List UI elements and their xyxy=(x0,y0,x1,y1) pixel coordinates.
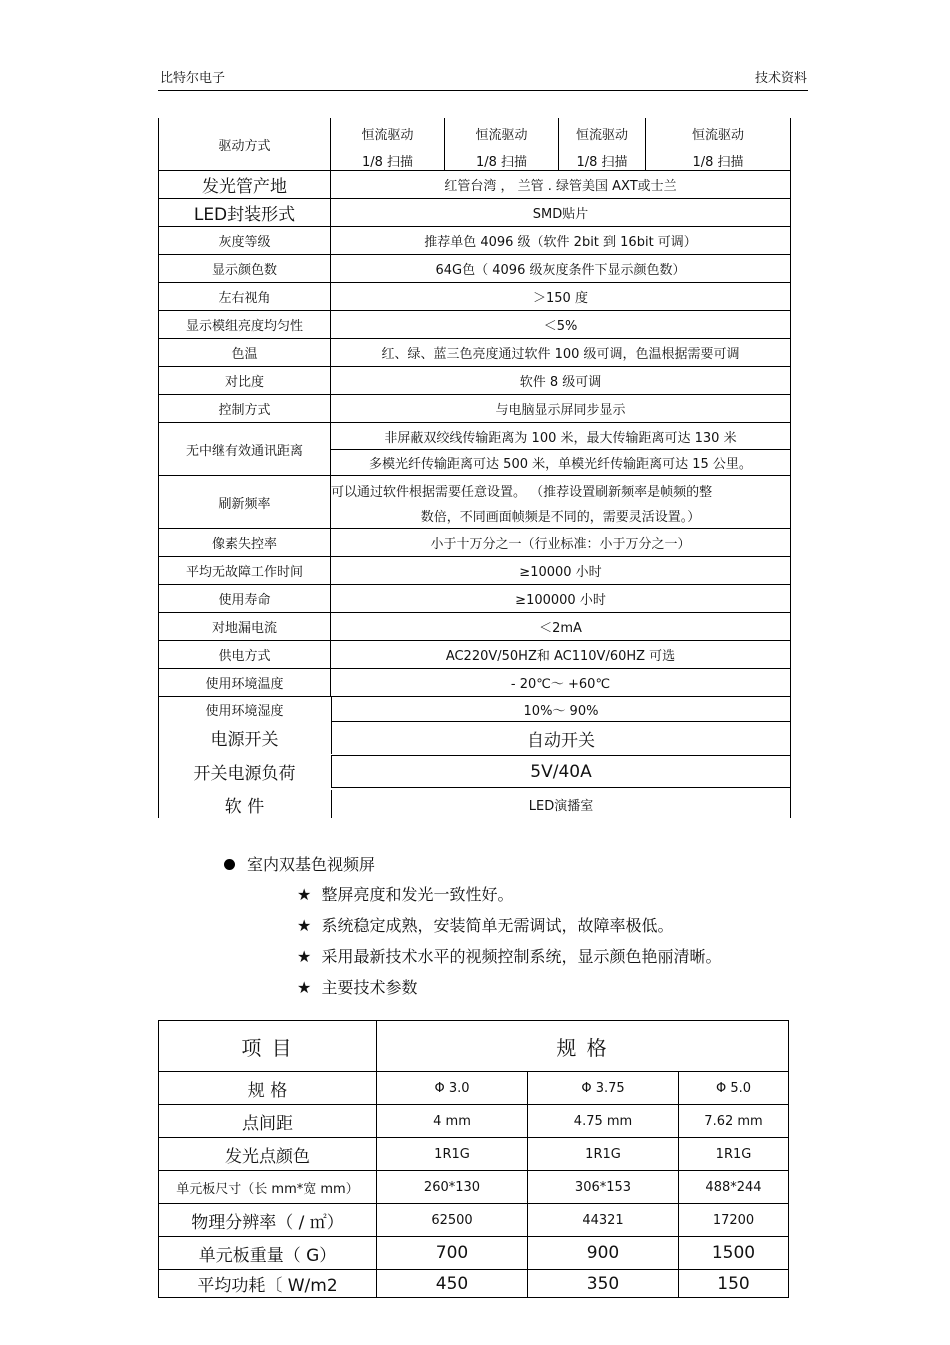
cell: 1R1G xyxy=(528,1138,679,1170)
cell: 260*130 xyxy=(377,1171,528,1203)
row-label: 显示模组亮度均匀性 xyxy=(159,311,331,338)
row-value: 自动开关 xyxy=(331,721,790,754)
table-row xyxy=(159,721,790,754)
drive-text: 恒流驱动 xyxy=(361,128,414,143)
list-item-text: 主要技术参数 xyxy=(321,978,418,997)
comm-line: 多模光纤传输距离可达 500 米，单模光纤传输距离可达 15 公里。 xyxy=(369,457,752,472)
row-label: 对比度 xyxy=(159,367,331,394)
row-value: ≥10000 小时 xyxy=(519,565,602,580)
refresh-line: 可以通过软件根据需要任意设置。 （推荐设置刷新频率是帧频的整 xyxy=(331,484,713,500)
cell: Φ 5.0 xyxy=(715,1080,752,1096)
table-row xyxy=(159,641,790,669)
list-item-text: 系统稳定成熟，安装简单无需调试，故障率极低。 xyxy=(321,916,674,935)
table-row xyxy=(159,395,790,423)
table-row xyxy=(159,1171,788,1204)
header-rule xyxy=(158,90,808,91)
row-value: 10%～ 90% xyxy=(331,697,790,721)
table-row xyxy=(159,697,790,721)
cell: 1R1G xyxy=(715,1146,752,1162)
row-label: 驱动方式 xyxy=(159,118,331,170)
table-row xyxy=(159,1105,788,1138)
cell: 4 mm xyxy=(377,1105,528,1137)
star-icon: ★ xyxy=(297,885,312,904)
row-label: 开关电源负荷 xyxy=(193,764,296,784)
cell: 488*244 xyxy=(705,1179,762,1195)
list-item-text: 采用最新技术水平的视频控制系统，显示颜色艳丽清晰。 xyxy=(321,947,722,966)
row-label: 发光点颜色 xyxy=(159,1138,377,1170)
cell: 700 xyxy=(377,1237,528,1269)
cell: Φ 3.75 xyxy=(528,1072,679,1104)
row-value: ＜2mA xyxy=(539,621,582,636)
drive-cell xyxy=(559,118,646,170)
row-value xyxy=(331,476,790,528)
cell: 4.75 mm xyxy=(528,1105,679,1137)
row-label: 点间距 xyxy=(159,1105,377,1137)
row-label: 单元板尺寸（长 mm*宽 mm） xyxy=(159,1171,377,1203)
row-label: 使用环境温度 xyxy=(159,669,331,696)
row-label: 对地漏电流 xyxy=(159,613,331,640)
row-label: LED封装形式 xyxy=(159,199,331,226)
section-title xyxy=(224,852,375,875)
table-row xyxy=(159,529,790,557)
cell: 350 xyxy=(528,1270,679,1297)
row-value: 推荐单色 4096 级（软件 2bit 到 16bit 可调） xyxy=(424,235,697,250)
star-icon: ★ xyxy=(297,978,312,997)
cell: Φ 3.0 xyxy=(377,1072,528,1104)
table-row xyxy=(159,255,790,283)
row-label: 刷新频率 xyxy=(159,476,331,528)
row-label: 规 格 xyxy=(159,1072,377,1104)
list-item-text: 整屏亮度和发光一致性好。 xyxy=(321,885,514,904)
spec-table-dual-color xyxy=(158,1020,789,1298)
row-label: 色温 xyxy=(159,339,331,366)
section-title-text: 室内双基色视频屏 xyxy=(247,855,376,874)
header-company: 比特尔电子 xyxy=(160,71,226,86)
header-doc-type: 技术资料 xyxy=(754,71,807,86)
row-label: 使用环境湿度 xyxy=(205,703,284,719)
row-label: 物理分辨率（ / ㎡） xyxy=(159,1204,377,1236)
cell: 900 xyxy=(528,1237,679,1269)
header-item: 项 目 xyxy=(159,1021,377,1071)
drive-text: 恒流驱动 xyxy=(475,128,528,143)
table-row xyxy=(159,790,790,818)
table-row xyxy=(159,367,790,395)
row-value: 64G色（ 4096 级灰度条件下显示颜色数） xyxy=(435,263,686,278)
cell: 450 xyxy=(377,1270,528,1297)
bullet-dot-icon xyxy=(224,859,235,870)
row-value: - 20℃～ +60℃ xyxy=(510,677,611,692)
table-row xyxy=(159,1270,788,1297)
cell: 17200 xyxy=(712,1212,755,1228)
row-label: 灰度等级 xyxy=(159,227,331,254)
table-row xyxy=(159,283,790,311)
row-value: ≥100000 小时 xyxy=(515,593,606,608)
table-row xyxy=(159,1138,788,1171)
list-item xyxy=(297,882,514,905)
row-label: 显示颜色数 xyxy=(159,255,331,282)
table-row xyxy=(159,1204,788,1237)
row-label: 软 件 xyxy=(224,796,265,817)
table-row xyxy=(159,1237,788,1270)
row-label: 控制方式 xyxy=(159,395,331,422)
drive-text: 恒流驱动 xyxy=(575,128,628,143)
drive-text: 恒流驱动 xyxy=(691,128,744,143)
table-row xyxy=(159,227,790,255)
cell: 306*153 xyxy=(528,1171,679,1203)
row-label: 无中继有效通讯距离 xyxy=(159,423,331,475)
drive-cell xyxy=(331,118,445,170)
spec-table-single-color xyxy=(158,118,791,818)
cell: 1R1G xyxy=(377,1138,528,1170)
list-item xyxy=(297,913,674,936)
cell: 62500 xyxy=(377,1204,528,1236)
table-row-drive xyxy=(159,118,790,171)
cell: 7.62 mm xyxy=(704,1113,763,1129)
row-label: 左右视角 xyxy=(159,283,331,310)
drive-scan: 1/8 扫描 xyxy=(475,155,528,170)
table-row xyxy=(159,585,790,613)
comm-line: 非屏蔽双绞线传输距离为 100 米，最大传输距离可达 130 米 xyxy=(331,423,790,450)
row-label: 电源开关 xyxy=(210,730,279,750)
star-icon: ★ xyxy=(297,947,312,966)
table-row xyxy=(159,199,790,227)
table-row-refresh xyxy=(159,476,790,529)
row-value: ＞150 度 xyxy=(533,291,588,306)
row-label: 平均无故障工作时间 xyxy=(159,557,331,584)
table-row xyxy=(159,755,790,788)
list-item xyxy=(297,975,418,998)
row-value: LED演播室 xyxy=(331,790,790,818)
row-label: 供电方式 xyxy=(159,641,331,668)
row-value: 5V/40A xyxy=(331,755,790,788)
header-spec: 规 格 xyxy=(556,1035,609,1060)
row-label: 使用寿命 xyxy=(159,585,331,612)
row-value: 红管台湾 ， 兰管 . 绿管美国 AXT或士兰 xyxy=(444,179,677,194)
table-row xyxy=(159,557,790,585)
row-value: 小于十万分之一（行业标准：小于万分之一） xyxy=(430,537,691,552)
drive-cell xyxy=(445,118,559,170)
row-label: 发光管产地 xyxy=(159,171,331,198)
list-item xyxy=(297,944,722,967)
table-row xyxy=(159,311,790,339)
table-row-comm xyxy=(159,423,790,476)
row-label: 像素失控率 xyxy=(159,529,331,556)
row-label: 平均功耗〔 W/m2 xyxy=(159,1270,377,1297)
table-row xyxy=(159,171,790,199)
row-value xyxy=(331,423,790,475)
cell: 1500 xyxy=(711,1243,756,1263)
drive-cell xyxy=(646,118,790,170)
row-label: 单元板重量（ G） xyxy=(159,1237,377,1269)
row-value: SMD贴片 xyxy=(532,207,589,222)
drive-scan: 1/8 扫描 xyxy=(692,155,744,170)
row-value: 软件 8 级可调 xyxy=(519,375,602,390)
row-value: AC220V/50HZ和 AC110V/60HZ 可选 xyxy=(445,649,676,664)
cell: 44321 xyxy=(528,1204,679,1236)
table-row xyxy=(159,339,790,367)
table-row xyxy=(159,669,790,697)
drive-scan: 1/8 扫描 xyxy=(576,155,628,170)
row-value: 与电脑显示屏同步显示 xyxy=(495,403,626,418)
table-row xyxy=(159,1072,788,1105)
row-value: ＜5% xyxy=(543,319,578,334)
refresh-line: 数倍，不同画面帧频是不同的，需要灵活设置。） xyxy=(420,509,701,525)
drive-scan: 1/8 扫描 xyxy=(361,155,414,170)
table-header-row xyxy=(159,1021,788,1072)
drive-cells xyxy=(331,118,790,170)
table-row xyxy=(159,613,790,641)
row-value: 红、绿、蓝三色亮度通过软件 100 级可调，色温根据需要可调 xyxy=(381,347,740,362)
star-icon: ★ xyxy=(297,916,312,935)
cell: 150 xyxy=(717,1273,750,1294)
